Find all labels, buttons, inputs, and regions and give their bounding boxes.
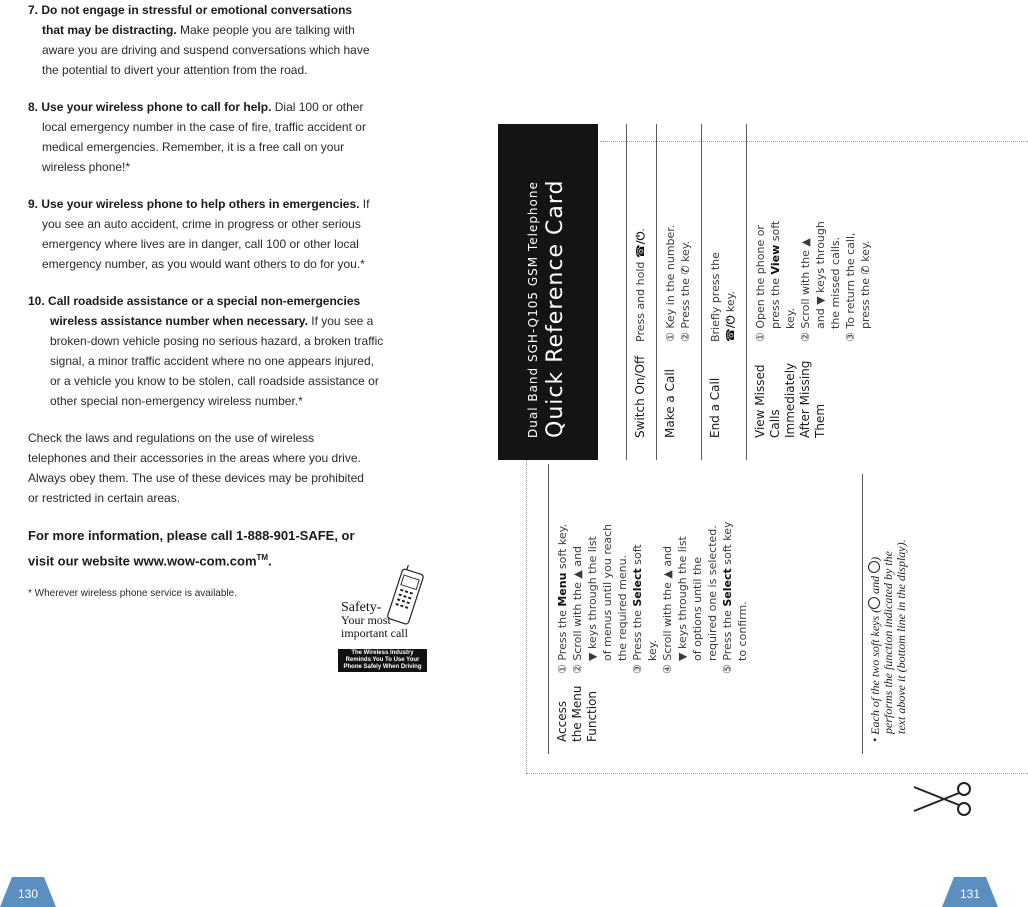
row-label-line: End a Call	[708, 377, 722, 438]
tip-text: emergency number, as you would want others to do for you.*	[42, 257, 365, 271]
step-line	[600, 464, 615, 674]
scissors-icon	[912, 781, 974, 817]
tip-number: 7.	[28, 3, 39, 17]
tip-text: local emergency number in the case of fire, traffic accident or	[42, 120, 366, 134]
soft-key-note	[868, 472, 908, 742]
soft-key-right-icon	[868, 561, 880, 573]
step-line	[678, 124, 693, 342]
step-text: ② Scroll with the ▲ and	[571, 545, 584, 674]
row-label	[663, 342, 678, 460]
safety-tip	[28, 291, 443, 411]
safety-tip-line	[28, 214, 443, 234]
key-label: Select	[721, 568, 734, 607]
safety-tip-line	[28, 60, 443, 80]
tip-text: If	[359, 197, 370, 211]
footnote: * Wherever wireless phone service is available.	[28, 588, 237, 600]
quick-reference-card	[498, 124, 930, 764]
safety-tip-line	[28, 291, 443, 311]
logo-line-3: important call	[341, 626, 408, 640]
safety-tip	[28, 0, 443, 80]
row-label-line: Access	[555, 700, 569, 742]
step-text: ③ Press the	[631, 606, 644, 674]
left-page	[28, 0, 443, 599]
step-line	[570, 464, 585, 674]
step-suffix: .	[634, 228, 647, 232]
trademark-mark: TM	[256, 553, 269, 562]
row-label-line: After Missing	[798, 360, 812, 438]
key-label: ☎/⏻	[724, 315, 737, 342]
logo-band-line: Reminds You To Use Your	[345, 657, 420, 663]
tip-text: medical emergencies. Remember, it is a free call on your	[42, 140, 345, 154]
tip-text: or a vehicle you know to be stolen, call roadside assistance or	[50, 374, 379, 388]
safety-tip-line	[28, 194, 443, 214]
key-label: Select	[631, 568, 644, 607]
step-text: of menus until you reach	[601, 523, 614, 661]
row-label-line: View Missed	[753, 364, 767, 438]
sentence-end: .	[268, 553, 272, 569]
safety-tip-line	[28, 234, 443, 254]
safety-tip-line	[28, 351, 443, 371]
menu-function-row	[548, 464, 750, 754]
website-link[interactable]: visit our website www.wow-com.com	[28, 553, 257, 569]
tip-text: you see an auto accident, crime in progress or other serious	[42, 217, 361, 231]
step-line	[858, 124, 873, 342]
step-suffix: soft	[769, 220, 782, 245]
safety-tips-list	[28, 0, 443, 411]
safety-tip-line	[28, 97, 443, 117]
safety-tip-line	[28, 254, 443, 274]
card-row	[746, 124, 881, 460]
step-text: Press and hold	[634, 261, 647, 342]
tip-text: Dial 100 or other	[271, 100, 364, 114]
tip-bold-text: Call roadside assistance or a special non-emergencies	[48, 294, 361, 308]
card-subtitle: Dual Band SGH-Q105 GSM Telephone	[526, 181, 540, 438]
row-label-line: Function	[585, 690, 599, 742]
step-line	[690, 464, 705, 674]
step-text: key.	[784, 307, 797, 329]
tip-text: other special non-emergency wireless number.*	[50, 394, 303, 408]
step-line	[783, 124, 798, 342]
step-line	[555, 464, 570, 674]
step-line	[798, 124, 813, 342]
page-number-left: 130	[17, 887, 39, 901]
step-text: the required menu.	[616, 554, 629, 661]
step-line	[720, 464, 735, 674]
tip-text: broken-down vehicle posing no serious hazard, a broken traffic	[50, 334, 384, 348]
step-text: ① Press the	[556, 606, 569, 674]
step-line	[585, 464, 600, 674]
tip-text: signal, a minor traffic accident where no one appears injured,	[50, 354, 374, 368]
logo-line-2: Your most	[341, 613, 391, 627]
check-laws-line: or restricted in certain areas.	[28, 491, 181, 505]
card-row	[626, 124, 656, 460]
row-label	[753, 342, 828, 460]
step-text: to confirm.	[736, 601, 749, 661]
tip-number: 10.	[28, 294, 45, 308]
note-line: performs the function indicated by the	[881, 551, 895, 734]
step-text: ⑤ Press the	[721, 606, 734, 674]
step-line	[660, 464, 675, 674]
step-line	[735, 464, 750, 674]
step-line	[708, 124, 723, 342]
tip-bold-text: Use your wireless phone to call for help.	[41, 100, 272, 114]
check-laws-line: Check the laws and regulations on the use of wireless	[28, 431, 315, 445]
tip-bold-text: Use your wireless phone to help others in emergencies.	[41, 197, 360, 211]
logo-band-line: The Wireless Industry	[351, 650, 414, 656]
step-line	[828, 124, 843, 342]
page-number-right: 131	[959, 887, 981, 901]
note-line: text above it (bottom line in the display).	[894, 539, 908, 734]
step-text: ① Open the phone or	[754, 225, 767, 342]
note-divider	[862, 474, 863, 754]
row-steps	[555, 464, 750, 674]
step-line	[813, 124, 828, 342]
tip-text: emergency where lives are in danger, call 100 or other local	[42, 237, 359, 251]
safety-tip-line	[28, 117, 443, 137]
step-text: press the	[769, 274, 782, 329]
cut-line-bottom	[526, 773, 1028, 774]
card-row	[656, 124, 701, 460]
note-line	[868, 472, 882, 742]
page-number-tab-left	[0, 877, 56, 907]
row-steps	[633, 124, 648, 342]
safety-tip-line	[28, 20, 443, 40]
step-suffix: soft	[631, 544, 644, 569]
step-line	[705, 464, 720, 674]
safety-tip	[28, 97, 443, 177]
tip-text: wireless phone!*	[42, 160, 131, 174]
tip-bold-text: Do not engage in stressful or emotional conversations	[41, 3, 353, 17]
step-text: ▼ keys through the list	[586, 536, 599, 661]
step-text: ① Key in the number.	[664, 224, 677, 342]
row-label-line: the Menu	[570, 685, 584, 742]
step-text: ② Scroll with the ▲	[799, 238, 812, 342]
page-number-tab-right	[942, 877, 998, 907]
safety-tip-line	[28, 0, 443, 20]
row-steps	[663, 124, 693, 342]
safety-tip-line	[28, 40, 443, 60]
safety-tip	[28, 194, 443, 274]
tip-text: aware you are driving and suspend conversations which have	[42, 43, 370, 57]
card-row	[701, 124, 746, 460]
step-text: of options until the	[691, 556, 704, 661]
step-line	[723, 124, 738, 342]
step-suffix: soft key.	[556, 523, 569, 573]
step-line	[630, 464, 645, 674]
row-label-line: Calls	[768, 409, 782, 438]
step-text: ② Press the	[679, 278, 692, 342]
key-label: ✆	[859, 265, 872, 275]
row-steps	[753, 124, 873, 342]
step-suffix: soft key	[721, 521, 734, 569]
step-text: and ▼ keys through	[814, 221, 827, 329]
row-label-line: Make a Call	[663, 369, 677, 438]
logo-line-1: Safety-	[341, 600, 382, 615]
step-line	[615, 464, 630, 674]
card-header	[498, 124, 598, 460]
check-laws-line: telephones and their accessories in the areas where you drive.	[28, 451, 361, 465]
row-label-line: Switch On/Off	[633, 355, 647, 438]
tip-text: the potential to divert your attention from the road.	[42, 63, 308, 77]
step-text: ③ To return the call,	[844, 232, 857, 342]
tip-bold-text: that may be distracting.	[42, 23, 177, 37]
step-text: Briefly press the	[709, 252, 722, 342]
safety-logo	[337, 565, 429, 673]
step-text: ④ Scroll with the ▲ and	[661, 545, 674, 674]
step-suffix: key.	[724, 290, 737, 316]
key-label: Menu	[556, 572, 569, 607]
row-steps	[708, 124, 738, 342]
key-label: ✆	[679, 265, 692, 275]
note-text: and	[868, 572, 882, 597]
card-left-section	[498, 460, 930, 764]
tip-text: Make people you are talking with	[176, 23, 355, 37]
step-line	[675, 464, 690, 674]
row-label-line: Them	[813, 403, 827, 438]
step-text: press the	[859, 277, 872, 329]
key-label: View	[769, 244, 782, 275]
safety-tip-line	[28, 391, 443, 411]
key-label: ☎/⏻	[634, 231, 647, 259]
step-line	[645, 464, 660, 674]
step-text: required one is selected.	[706, 525, 719, 661]
tip-number: 8.	[28, 100, 39, 114]
safety-tip-line	[28, 371, 443, 391]
step-line	[753, 124, 768, 342]
row-label-line: Immediately	[783, 362, 797, 438]
row-label	[633, 342, 648, 460]
more-info-line: For more information, please call 1-888-901-SAFE, or	[28, 528, 355, 543]
check-laws-paragraph	[28, 428, 443, 508]
safety-tip-line	[28, 311, 443, 331]
logo-band-line: Phone Safely When Driving	[343, 664, 422, 670]
step-line	[843, 124, 858, 342]
safety-tip-line	[28, 157, 443, 177]
row-label	[555, 674, 750, 754]
step-suffix: key.	[859, 240, 872, 266]
step-text: the missed calls.	[829, 236, 842, 329]
note-text: • Each of the two soft keys (	[868, 608, 882, 742]
safety-tip-line	[28, 331, 443, 351]
step-text: key.	[646, 639, 659, 661]
step-line	[768, 124, 783, 342]
safety-tip-line	[28, 137, 443, 157]
tip-text: If you see a	[307, 314, 374, 328]
row-label	[708, 342, 723, 460]
tip-number: 9.	[28, 197, 39, 211]
step-line	[633, 124, 648, 342]
check-laws-line: Always obey them. The use of these devices may be prohibited	[28, 471, 364, 485]
step-line	[663, 124, 678, 342]
card-title: Quick Reference Card	[543, 179, 568, 438]
note-text: )	[868, 556, 882, 561]
tip-bold-text: wireless assistance number when necessary.	[50, 314, 308, 328]
soft-key-left-icon	[868, 597, 880, 609]
step-suffix: key.	[679, 240, 692, 266]
card-function-table	[598, 124, 881, 460]
step-text: ▼ keys through the list	[676, 536, 689, 661]
